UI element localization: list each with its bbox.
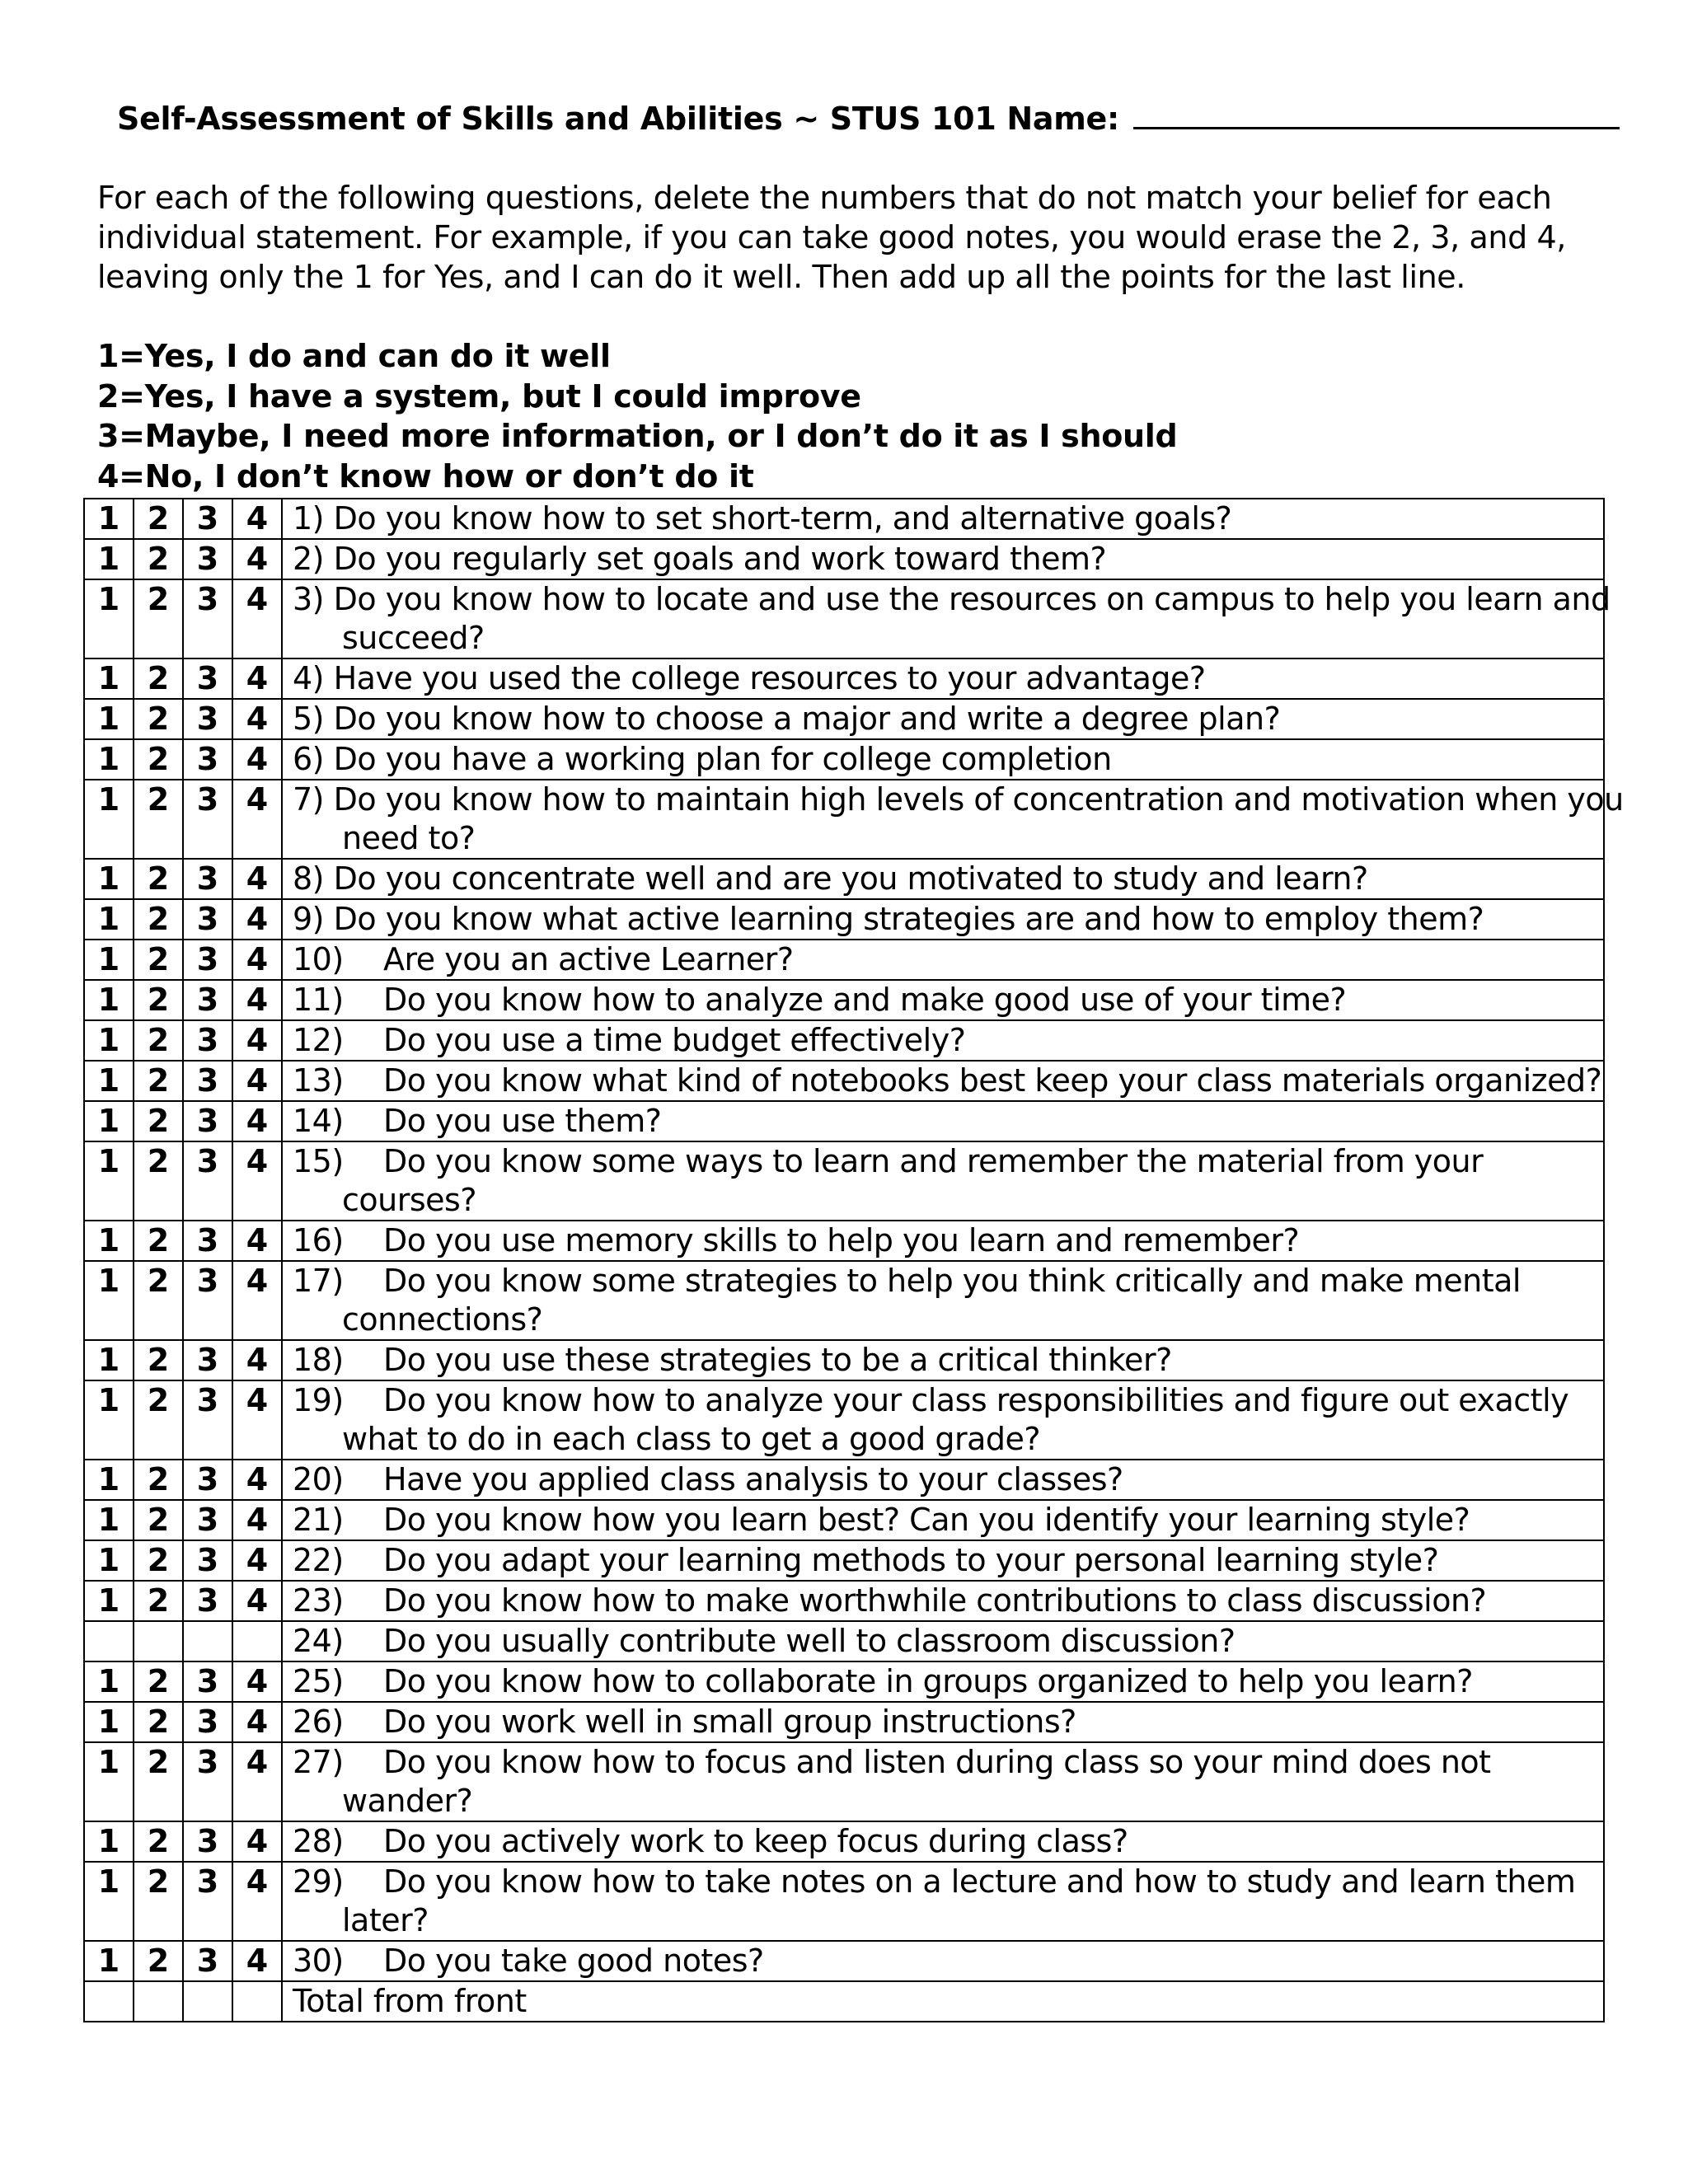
rating-cell[interactable]: 3 [183,539,232,579]
rating-cell[interactable]: 4 [232,1862,282,1941]
rating-cell[interactable]: 3 [183,1141,232,1221]
rating-cell[interactable]: 4 [232,1581,282,1621]
instructions-line: leaving only the 1 for Yes, and I can do it well. Then add up all the points for the last line. [97,259,1465,295]
table-row [84,1742,1604,1821]
question-line [293,1341,1603,1380]
rating-cell[interactable]: 4 [232,1941,282,1981]
rating-cell[interactable]: 4 [232,1702,282,1742]
question-text: Have you used the college resources to your advantage? [333,660,1206,696]
table-row [84,499,1604,539]
rating-cell[interactable]: 1 [84,658,134,699]
table-row [84,1702,1604,1742]
question-text: Do you use these strategies to be a critical thinker? [383,1342,1172,1378]
question-line [293,1703,1603,1741]
rating-cell[interactable]: 1 [84,1020,134,1061]
question-cell [282,739,1604,780]
question-line [293,1743,1603,1782]
rating-cell[interactable]: 3 [183,859,232,899]
legend-item: 3=Maybe, I need more information, or I don’t do it as I should [97,418,1178,454]
table-row [84,1221,1604,1261]
table-row [84,579,1604,658]
table-row [84,1581,1604,1621]
question-text: Do you know how to take notes on a lecture and how to study and learn them [383,1863,1576,1900]
question-line [293,1381,1603,1420]
rating-cell[interactable]: 3 [183,1101,232,1141]
question-line [293,1102,1603,1141]
question-text: Do you know how to focus and listen during class so your mind does not [383,1744,1491,1780]
question-number: 4) [293,660,325,696]
question-number: 2) [293,541,325,577]
rating-cell[interactable]: 4 [232,1540,282,1581]
rating-cell[interactable]: 1 [84,1221,134,1261]
question-text: Do you know how to make worthwhile contributions to class discussion? [383,1582,1487,1619]
table-row [84,780,1604,859]
question-cell [282,940,1604,980]
table-row [84,1621,1604,1661]
question-cell [282,1862,1604,1941]
question-cell [282,1941,1604,1981]
question-number: 26) [293,1704,344,1740]
rating-cell[interactable]: 2 [134,1821,183,1862]
question-line [293,1062,1603,1100]
question-number: 22) [293,1542,344,1578]
question-number: 25) [293,1663,344,1699]
question-number: 5) [293,701,325,737]
rating-cell[interactable]: 2 [134,780,183,859]
question-number: 13) [293,1062,344,1099]
question-line [293,900,1603,939]
table-row [84,940,1604,980]
rating-cell[interactable]: 1 [84,1380,134,1460]
rating-cell[interactable]: 4 [232,1020,282,1061]
question-text: Do you know what kind of notebooks best keep your class materials organized? [383,1062,1602,1099]
question-number: 16) [293,1222,344,1258]
rating-cell[interactable]: 2 [134,1862,183,1941]
question-text: Do you know how to analyze your class responsibilities and figure out exactly [383,1382,1569,1418]
rating-cell[interactable]: 3 [183,940,232,980]
rating-cell[interactable]: 3 [183,1221,232,1261]
legend-item: 4=No, I don’t know how or don’t do it [97,457,754,494]
question-text: Do you regularly set goals and work toward them? [333,541,1107,577]
question-continuation: succeed? [342,620,485,656]
rating-cell[interactable]: 2 [134,658,183,699]
rating-cell[interactable]: 2 [134,1581,183,1621]
rating-cell[interactable]: 1 [84,899,134,940]
question-line [293,1863,1603,1901]
rating-cell[interactable]: 3 [183,1020,232,1061]
rating-cell[interactable]: 2 [134,899,183,940]
table-row [84,1500,1604,1540]
rating-cell[interactable]: 2 [134,1460,183,1500]
question-number: 27) [293,1744,344,1780]
rating-cell[interactable]: 4 [232,1141,282,1221]
question-continuation: connections? [342,1301,543,1338]
table-row [84,1821,1604,1862]
question-number: 11) [293,982,344,1018]
table-row [84,1141,1604,1221]
rating-cell[interactable]: 4 [232,579,282,658]
rating-cell[interactable]: 4 [232,1340,282,1380]
rating-cell[interactable]: 1 [84,780,134,859]
question-line [293,499,1603,538]
rating-cell[interactable]: 4 [232,899,282,940]
rating-cell[interactable]: 1 [84,1500,134,1540]
question-cell [282,1540,1604,1581]
question-line [293,1662,1603,1701]
question-text: Do you use a time budget effectively? [383,1022,966,1058]
rating-cell[interactable] [134,1621,183,1661]
question-text: Do you actively work to keep focus during class? [383,1823,1128,1859]
rating-cell[interactable]: 1 [84,1661,134,1702]
rating-cell[interactable]: 2 [134,1020,183,1061]
rating-cell[interactable]: 2 [134,980,183,1020]
question-line [293,1262,1603,1301]
page-title [117,97,1620,137]
table-row [84,699,1604,739]
rating-cell[interactable]: 2 [134,1340,183,1380]
question-cell [282,1500,1604,1540]
rating-cell[interactable]: 3 [183,980,232,1020]
rating-cell[interactable]: 4 [232,1821,282,1862]
table-row [84,1380,1604,1460]
question-cell [282,1380,1604,1460]
table-row [84,1340,1604,1380]
table-row [84,1862,1604,1941]
rating-cell[interactable]: 4 [232,1101,282,1141]
question-text: Do you know how to collaborate in groups organized to help you learn? [383,1663,1473,1699]
question-cell [282,579,1611,658]
question-text: Do you use them? [383,1103,662,1139]
question-number: 10) [293,941,344,977]
question-text: Do you know how you learn best? Can you identify your learning style? [383,1502,1470,1538]
rating-cell[interactable]: 4 [232,739,282,780]
rating-cell[interactable]: 1 [84,1540,134,1581]
total-row [84,1981,1604,2022]
rating-cell[interactable]: 1 [84,539,134,579]
rating-cell[interactable]: 1 [84,1101,134,1141]
question-line [293,1822,1603,1861]
question-line [293,1541,1603,1580]
question-number: 20) [293,1461,344,1497]
instructions-line: individual statement. For example, if you can take good notes, you would erase the 2, 3, and 4, [97,219,1566,255]
question-continuation: courses? [342,1182,476,1218]
rating-cell[interactable]: 1 [84,739,134,780]
rating-cell[interactable]: 3 [183,1742,232,1821]
rating-cell[interactable]: 1 [84,1340,134,1380]
rating-cell[interactable]: 4 [232,499,282,539]
rating-cell[interactable]: 3 [183,739,232,780]
question-cell [282,1261,1604,1340]
title-text: Self-Assessment of Skills and Abilities ~ STUS 101 Name: [117,101,1119,137]
question-number: 19) [293,1382,344,1418]
question-line [293,860,1603,898]
rating-cell[interactable]: 3 [183,1380,232,1460]
rating-cell[interactable]: 2 [134,1061,183,1101]
rating-cell[interactable]: 4 [232,780,282,859]
table-row [84,658,1604,699]
rating-cell[interactable]: 3 [183,658,232,699]
rating-cell[interactable]: 2 [134,1742,183,1821]
question-number: 18) [293,1342,344,1378]
question-text: Do you know how to locate and use the resources on campus to help you learn and [333,581,1611,617]
rating-cell[interactable]: 3 [183,699,232,739]
rating-cell[interactable]: 2 [134,859,183,899]
rating-cell[interactable]: 4 [232,1261,282,1340]
rating-cell[interactable]: 3 [183,1460,232,1500]
table-row [84,899,1604,940]
rating-cell[interactable]: 3 [183,579,232,658]
question-line [293,1221,1603,1260]
question-number: 30) [293,1943,344,1979]
question-number: 24) [293,1623,344,1659]
rating-cell[interactable]: 1 [84,859,134,899]
question-continuation: need to? [342,820,476,856]
rating-cell[interactable]: 2 [134,539,183,579]
total-label: Total from front [282,1981,1604,2022]
question-text: Do you know how to choose a major and write a degree plan? [333,701,1281,737]
question-number: 21) [293,1502,344,1538]
rating-cell[interactable]: 1 [84,1941,134,1981]
question-number: 28) [293,1823,344,1859]
instructions [97,178,1597,297]
total-cell[interactable] [134,1981,183,2022]
question-cell [282,658,1604,699]
question-line [293,940,1603,979]
legend-item: 1=Yes, I do and can do it well [97,338,611,374]
total-cell[interactable] [183,1981,232,2022]
rating-cell[interactable]: 1 [84,1702,134,1742]
question-line [293,1142,1603,1181]
rating-cell[interactable]: 1 [84,1862,134,1941]
question-number: 6) [293,741,325,777]
rating-cell[interactable]: 4 [232,1380,282,1460]
question-cell [282,899,1604,940]
rating-cell[interactable]: 2 [134,1661,183,1702]
rating-cell[interactable]: 1 [84,699,134,739]
question-line [293,1942,1603,1980]
rating-cell[interactable]: 1 [84,1061,134,1101]
rating-cell[interactable]: 3 [183,1061,232,1101]
rating-cell[interactable]: 2 [134,1702,183,1742]
question-number: 23) [293,1582,344,1619]
rating-cell[interactable] [232,1621,282,1661]
table-row [84,1540,1604,1581]
question-number: 17) [293,1263,344,1299]
rating-cell[interactable]: 2 [134,1261,183,1340]
question-text: Have you applied class analysis to your classes? [383,1461,1123,1497]
question-text: Do you work well in small group instructions? [383,1704,1076,1740]
rating-cell[interactable]: 2 [134,1380,183,1460]
rating-cell[interactable]: 1 [84,1742,134,1821]
question-line [293,1622,1603,1661]
rating-cell[interactable]: 4 [232,699,282,739]
question-cell [282,1141,1604,1221]
question-cell [282,1742,1604,1821]
rating-cell[interactable]: 1 [84,1261,134,1340]
question-text: Do you take good notes? [383,1943,764,1979]
question-cell [282,1340,1604,1380]
table-row [84,859,1604,899]
rating-cell[interactable]: 4 [232,1061,282,1101]
question-text: Do you know how to set short-term, and alternative goals? [333,500,1232,537]
question-text: Do you usually contribute well to classroom discussion? [383,1623,1236,1659]
table-row [84,1061,1604,1101]
question-cell [282,1702,1604,1742]
question-text: Do you know some strategies to help you think critically and make mental [383,1263,1521,1299]
rating-cell[interactable]: 2 [134,1141,183,1221]
rating-cell[interactable]: 4 [232,1460,282,1500]
table-row [84,1261,1604,1340]
question-line [293,700,1603,738]
assessment-table [83,498,1624,2022]
question-cell [282,539,1604,579]
rating-cell[interactable]: 4 [232,1500,282,1540]
question-line [293,1501,1603,1540]
question-text: Do you know how to maintain high levels of concentration and motivation when you [333,781,1624,818]
question-text: Do you have a working plan for college completion [333,741,1112,777]
question-cell [282,499,1604,539]
rating-cell[interactable]: 3 [183,899,232,940]
rating-cell[interactable]: 2 [134,1540,183,1581]
question-continuation: what to do in each class to get a good grade? [342,1421,1041,1457]
table-row [84,1460,1604,1500]
question-text: Do you know some ways to learn and remember the material from your [383,1143,1484,1179]
question-cell [282,1221,1604,1261]
rating-cell[interactable]: 1 [84,499,134,539]
table-row [84,1101,1604,1141]
question-line [293,540,1603,579]
rating-cell[interactable]: 3 [183,1540,232,1581]
question-cell [282,699,1604,739]
rating-cell[interactable]: 3 [183,1261,232,1340]
assessment-table-body [84,499,1624,2022]
table-row [84,539,1604,579]
rating-cell[interactable]: 4 [232,1661,282,1702]
rating-cell[interactable]: 2 [134,1101,183,1141]
rating-cell[interactable]: 4 [232,940,282,980]
rating-cell[interactable]: 2 [134,1221,183,1261]
question-line [293,780,1624,819]
question-number: 3) [293,581,325,617]
question-line [293,740,1603,779]
rating-cell[interactable]: 4 [232,658,282,699]
rating-cell[interactable]: 3 [183,499,232,539]
rating-cell[interactable]: 1 [84,1460,134,1500]
question-number: 15) [293,1143,344,1179]
question-line [293,1460,1603,1499]
question-line [293,1582,1603,1620]
rating-cell[interactable]: 2 [134,579,183,658]
question-line [293,659,1603,698]
rating-cell[interactable]: 2 [134,940,183,980]
rating-cell[interactable]: 4 [232,980,282,1020]
question-text: Do you concentrate well and are you motivated to study and learn? [333,860,1368,897]
question-cell [282,1621,1604,1661]
rating-cell[interactable]: 3 [183,1581,232,1621]
rating-cell[interactable]: 3 [183,1821,232,1862]
question-continuation: wander? [342,1783,473,1819]
question-line [293,981,1603,1019]
rating-cell[interactable]: 1 [84,1821,134,1862]
table-row [84,1941,1604,1981]
total-cell[interactable] [84,1981,134,2022]
question-number: 14) [293,1103,344,1139]
question-cell [282,1020,1604,1061]
rating-cell[interactable]: 1 [84,940,134,980]
question-number: 1) [293,500,325,537]
question-cell [282,980,1604,1020]
question-number: 7) [293,781,325,818]
rating-cell[interactable]: 2 [134,1500,183,1540]
rating-cell[interactable]: 1 [84,579,134,658]
question-cell [282,780,1624,859]
question-cell [282,859,1604,899]
rating-cell[interactable]: 3 [183,1500,232,1540]
question-text: Do you know how to analyze and make good use of your time? [383,982,1347,1018]
rating-cell[interactable] [84,1621,134,1661]
rating-cell[interactable]: 3 [183,1661,232,1702]
rating-cell[interactable]: 3 [183,1862,232,1941]
question-number: 9) [293,901,325,937]
question-continuation: later? [342,1902,429,1938]
rating-cell[interactable]: 2 [134,739,183,780]
question-text: Do you know what active learning strategies are and how to employ them? [333,901,1484,937]
rating-cell[interactable]: 3 [183,1941,232,1981]
question-cell [282,1061,1604,1101]
question-line [293,1021,1603,1060]
question-cell [282,1821,1604,1862]
table-row [84,1020,1604,1061]
rating-cell[interactable]: 4 [232,859,282,899]
question-number: 29) [293,1863,344,1900]
rating-cell[interactable]: 2 [134,499,183,539]
question-line [293,580,1611,619]
rating-cell[interactable]: 4 [232,539,282,579]
question-cell [282,1581,1604,1621]
rating-cell[interactable] [183,1621,232,1661]
question-number: 8) [293,860,325,897]
rating-cell[interactable]: 1 [84,1581,134,1621]
legend-item: 2=Yes, I have a system, but I could improve [97,377,861,415]
rating-cell[interactable]: 4 [232,1221,282,1261]
rating-cell[interactable]: 4 [232,1742,282,1821]
question-cell [282,1661,1604,1702]
total-cell[interactable] [232,1981,282,2022]
table-row [84,739,1604,780]
question-text: Do you use memory skills to help you learn and remember? [383,1222,1300,1258]
rating-cell[interactable]: 1 [84,980,134,1020]
question-text: Do you adapt your learning methods to your personal learning style? [383,1542,1439,1578]
rating-cell[interactable]: 1 [84,1141,134,1221]
rating-cell[interactable]: 3 [183,1340,232,1380]
table-row [84,1661,1604,1702]
rating-legend [97,336,1177,496]
rating-cell[interactable]: 2 [134,699,183,739]
question-cell [282,1460,1604,1500]
rating-cell[interactable]: 3 [183,1702,232,1742]
name-field-line[interactable] [1133,97,1620,129]
instructions-line: For each of the following questions, delete the numbers that do not match your belief for each [97,180,1552,216]
rating-cell[interactable]: 2 [134,1941,183,1981]
question-text: Are you an active Learner? [383,941,794,977]
question-cell [282,1101,1604,1141]
rating-cell[interactable]: 3 [183,780,232,859]
table-row [84,980,1604,1020]
question-number: 12) [293,1022,344,1058]
